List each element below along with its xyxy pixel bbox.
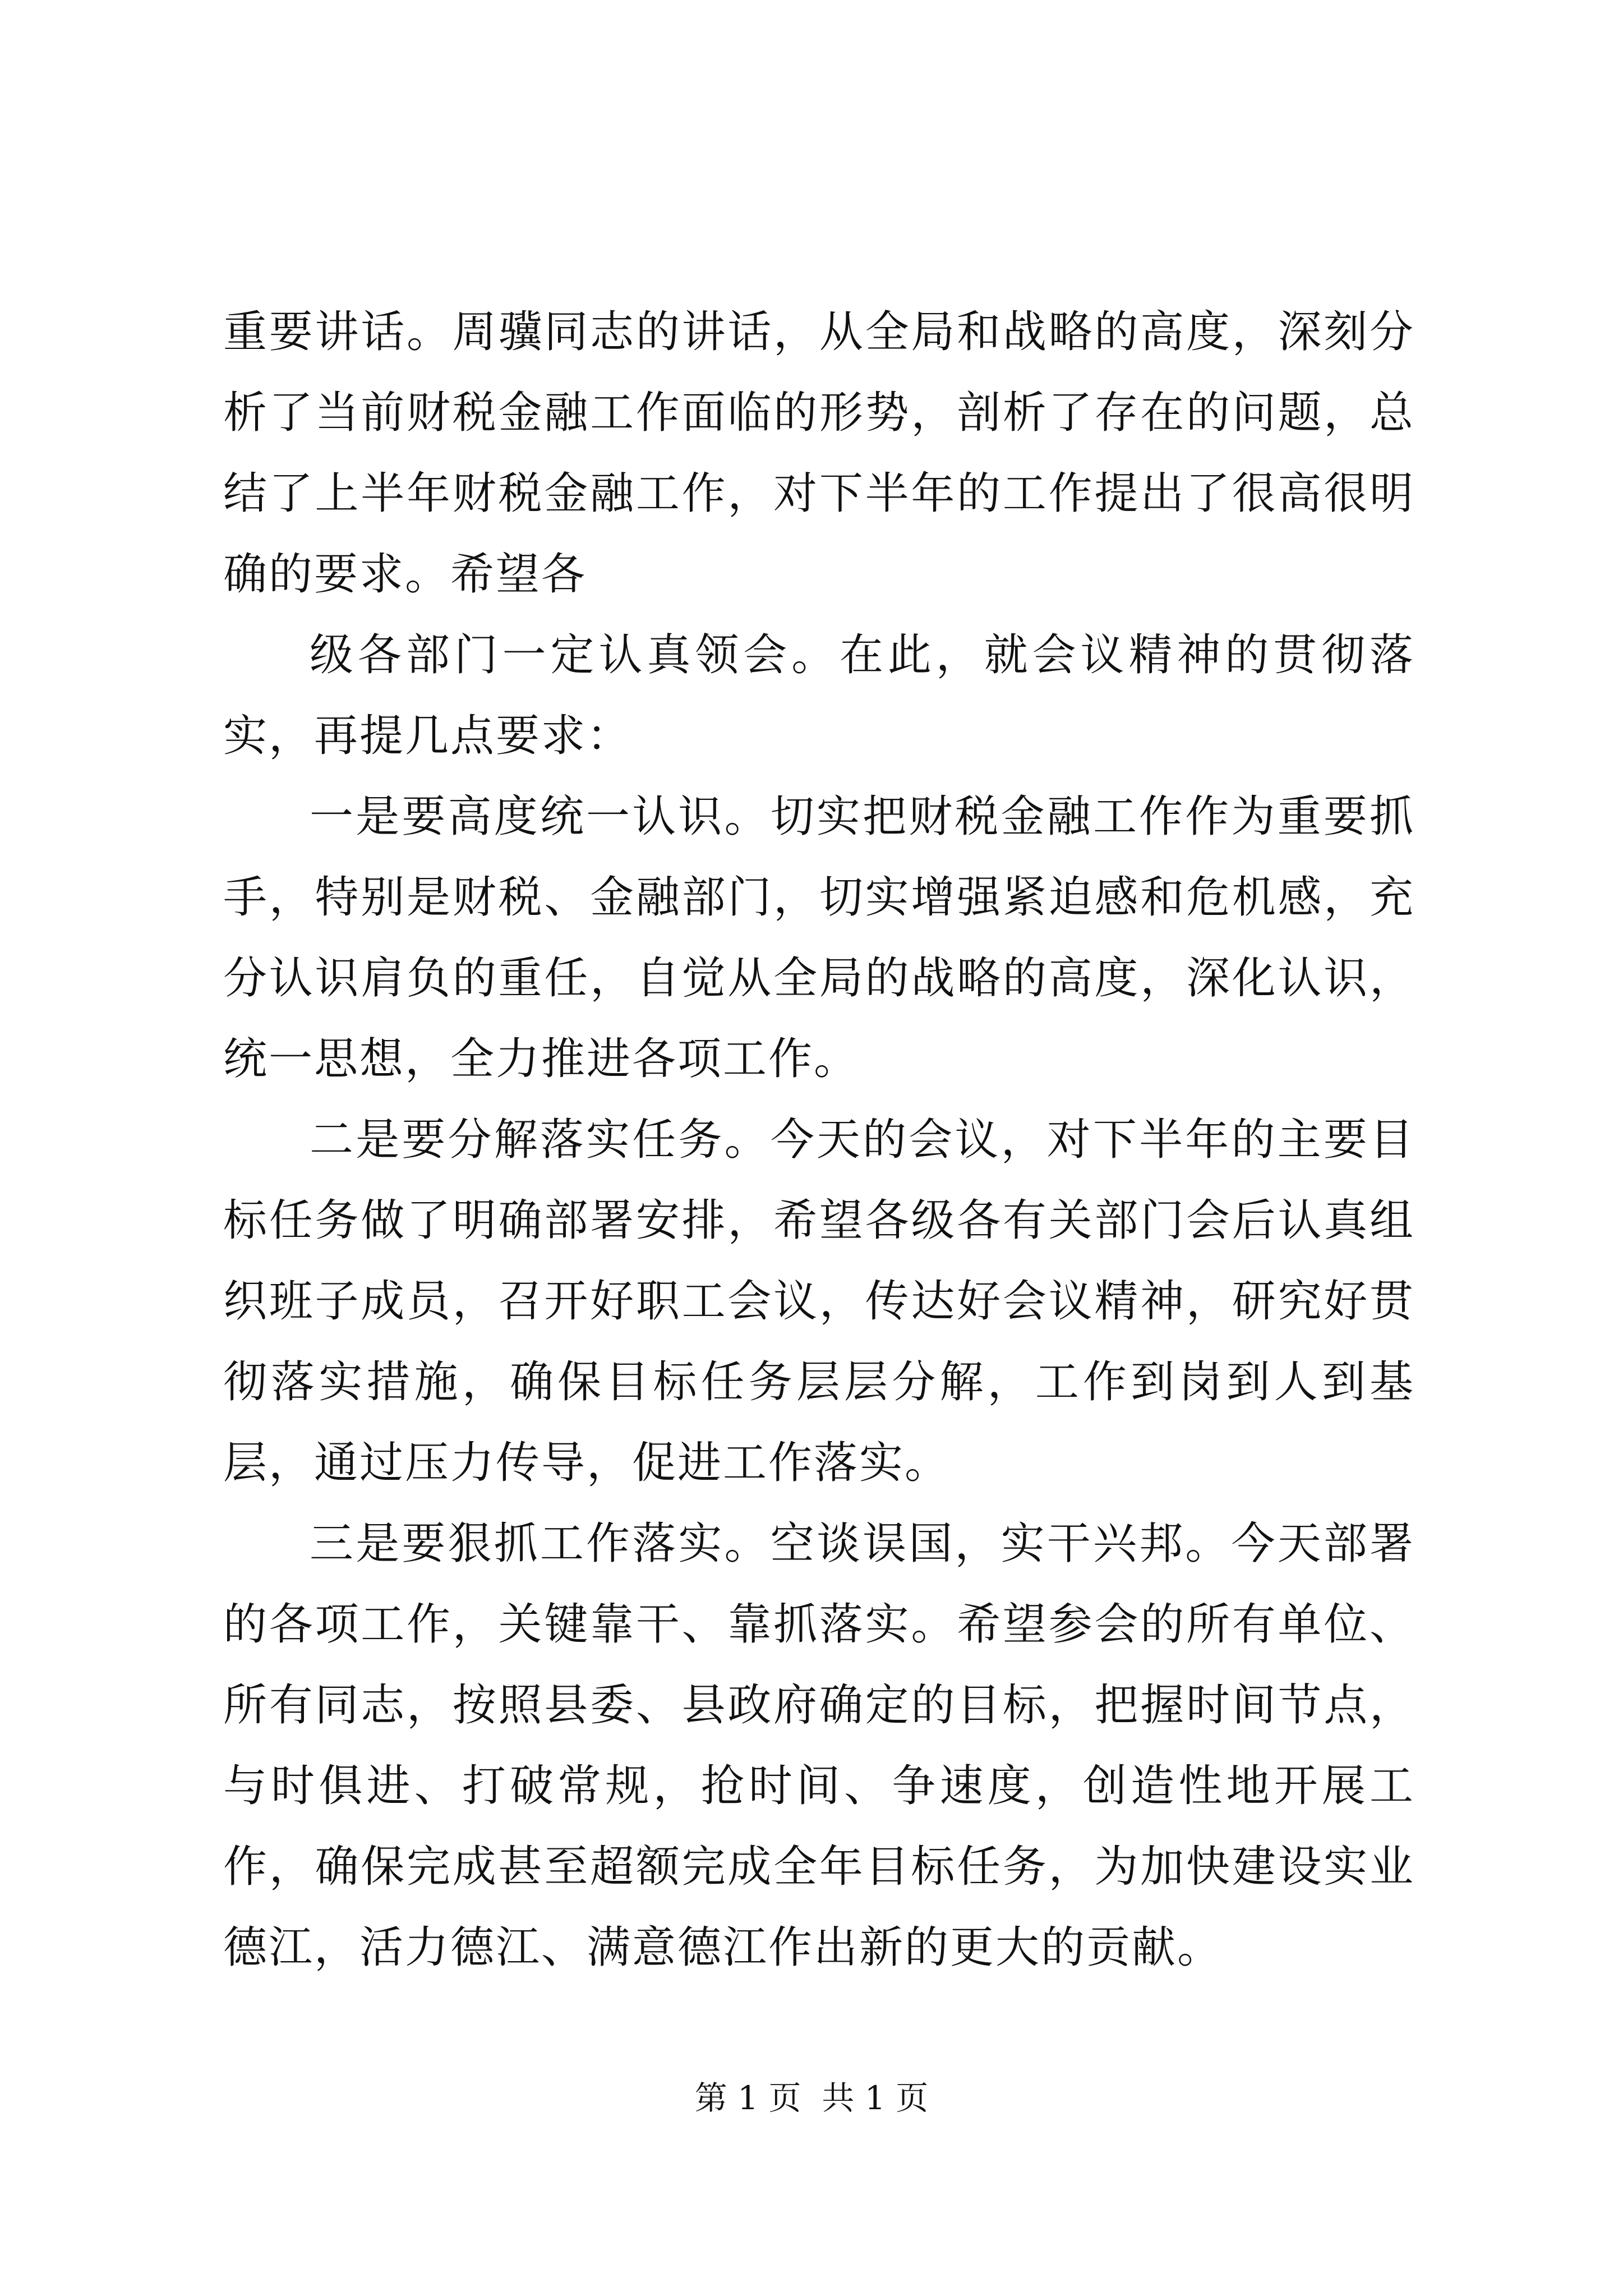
document-body <box>223 292 1415 1988</box>
paragraph-1: 重要讲话。周骥同志的讲话，从全局和战略的高度，深刻分析了当前财税金融工作面临的形势，剖析了存在的问题，总结了上半年财税金融工作，对下半年的工作提出了很高很明确的要求。希望各 <box>223 307 1415 600</box>
paragraph-3: 一是要高度统一认识。切实把财税金融工作作为重要抓手，特别是财税、金融部门，切实增强紧迫感和危机感，充分认识肩负的重任，自觉从全局的战略的高度，深化认识，统一思想，全力推进各项工作。 <box>223 792 1415 1084</box>
page-footer <box>0 2076 1623 2120</box>
paragraph-4: 二是要分解落实任务。今天的会议，对下半年的主要目标任务做了明确部署安排，希望各级各有关部门会后认真组织班子成员，召开好职工会议，传达好会议精神，研究好贯彻落实措施，确保目标任务层层分解，工作到岗到人到基层，通过压力传导，促进工作落实。 <box>223 1115 1415 1488</box>
page-number-label: 第 1 页 共 1 页 <box>694 2079 929 2117</box>
paragraph-5: 三是要狠抓工作落实。空谈误国，实干兴邦。今天部署的各项工作，关键靠干、靠抓落实。希望参会的所有单位、所有同志，按照县委、县政府确定的目标，把握时间节点，与时俱进、打破常规，抢时间、争速度，创造性地开展工作，确保完成甚至超额完成全年目标任务，为加快建设实业德江，活力德江、满意德江作出新的更大的贡献。 <box>223 1519 1415 1973</box>
paragraph-2: 级各部门一定认真领会。在此，就会议精神的贯彻落实，再提几点要求： <box>223 630 1415 761</box>
